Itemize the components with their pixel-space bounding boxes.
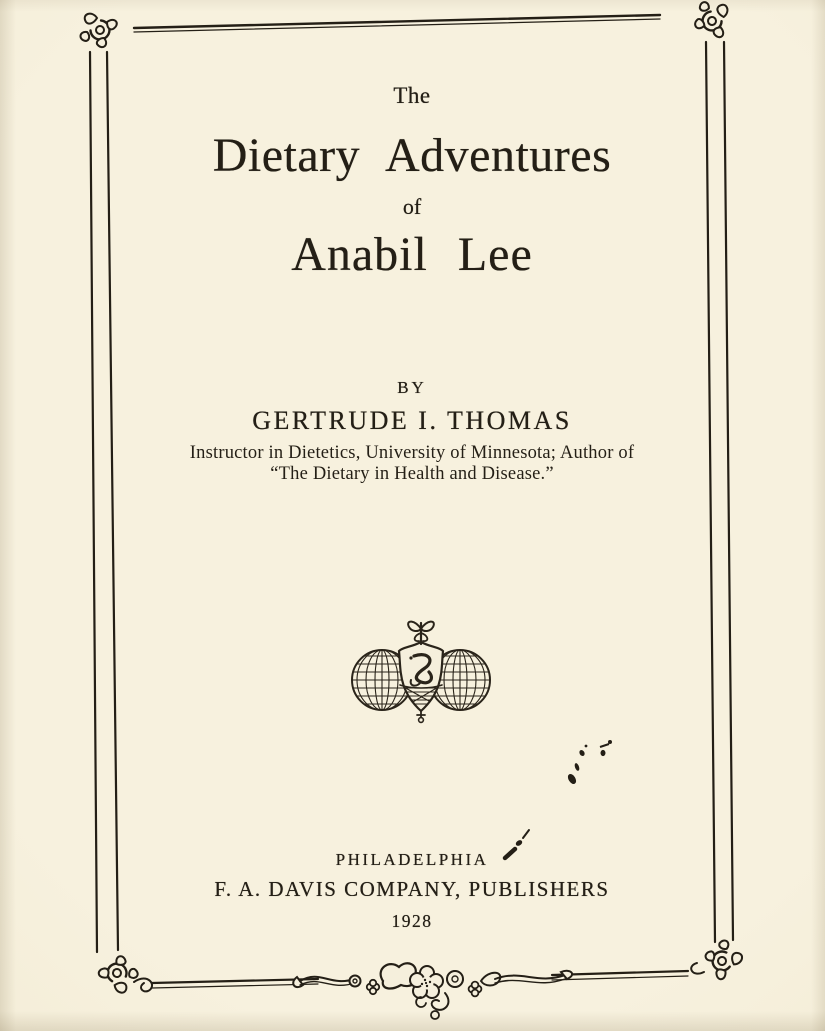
author-credentials-line1: Instructor in Dietetics, University of Minnesota; Author of xyxy=(189,443,635,463)
page-title-line1: Dietary Adventures xyxy=(212,129,612,182)
byline-label: BY xyxy=(397,378,427,397)
page-title-line2: Anabil Lee xyxy=(291,228,533,281)
author-name: GERTRUDE I. THOMAS xyxy=(252,406,572,435)
title-page-text-column xyxy=(92,0,732,1031)
imprint-publisher: F. A. DAVIS COMPANY, PUBLISHERS xyxy=(214,877,610,901)
ink-speck-mark xyxy=(562,742,594,788)
imprint-city: PHILADELPHIA xyxy=(335,850,489,869)
author-credentials-line2: “The Dietary in Health and Disease.” xyxy=(270,464,554,484)
title-connector: of xyxy=(402,194,422,219)
publisher-emblem-globes-caduceus-icon xyxy=(348,616,494,726)
author-credentials xyxy=(92,443,732,485)
ink-speck-mark xyxy=(596,738,616,760)
title-article: The xyxy=(393,83,431,108)
imprint-year: 1928 xyxy=(391,911,433,931)
ink-speck-mark xyxy=(498,826,534,866)
